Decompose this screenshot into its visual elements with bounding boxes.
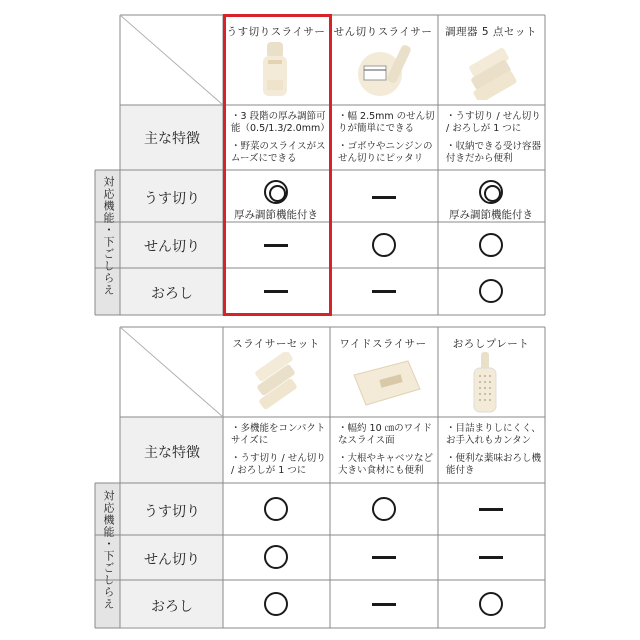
slicer-set-image xyxy=(250,352,310,414)
mark-note: 厚み調節機能付き xyxy=(449,209,533,221)
row-label: せん切り xyxy=(144,239,200,255)
wide-slicer-image xyxy=(350,355,422,413)
circle-mark xyxy=(264,592,288,616)
dash-mark xyxy=(479,556,503,559)
column-title: スライサーセット xyxy=(232,338,320,350)
side-label: 対応機能・下ごしらえ xyxy=(102,176,115,296)
dash-mark xyxy=(372,196,396,199)
row-label: おろし xyxy=(151,286,193,302)
circle-mark xyxy=(372,233,396,257)
column-title: ワイドスライサー xyxy=(339,338,427,350)
circle-mark xyxy=(479,233,503,257)
double-circle-mark xyxy=(479,180,503,204)
julienne-slicer-image xyxy=(350,40,420,100)
circle-mark xyxy=(372,497,396,521)
feature-text: ・幅約 10 ㎝のワイドなスライス面 ・大根やキャベツなど大きい食材にも便利 xyxy=(338,423,434,476)
feature-text: ・幅 2.5mm のせん切りが簡単にできる ・ゴボウやニンジンのせん切りにピッタリ xyxy=(338,111,435,164)
row-label: うす切り xyxy=(144,191,200,207)
column-title: うす切りスライサー xyxy=(226,26,326,38)
mark-note: 厚み調節機能付き xyxy=(234,209,318,221)
row-label: うす切り xyxy=(144,504,200,520)
circle-mark xyxy=(479,592,503,616)
feature-text: ・3 段階の厚み調節可能（0.5/1.3/2.0mm） ・野菜のスライスがスムーズにできる xyxy=(231,111,330,164)
dash-mark xyxy=(372,290,396,293)
feature-text: ・うす切り / せん切り / おろしが 1 つに ・収納できる受け容器付きだから便利 xyxy=(446,111,542,164)
highlight-frame xyxy=(223,14,332,316)
grater-plate-image xyxy=(470,350,500,414)
side-label: 対応機能・下ごしらえ xyxy=(102,490,115,610)
circle-mark xyxy=(264,545,288,569)
column-title: 調理器 5 点セット xyxy=(445,26,537,38)
dash-mark xyxy=(372,603,396,606)
circle-mark xyxy=(479,279,503,303)
column-title: せん切りスライサー xyxy=(333,26,433,38)
circle-mark xyxy=(264,497,288,521)
feature-row-label: 主な特徴 xyxy=(144,131,200,147)
feature-text: ・多機能をコンパクトサイズに ・うす切り / せん切り / おろしが 1 つに xyxy=(231,423,326,476)
dash-mark xyxy=(479,508,503,511)
dash-mark xyxy=(372,556,396,559)
row-label: せん切り xyxy=(144,552,200,568)
column-title: おろしプレート xyxy=(452,338,530,350)
feature-text: ・目詰まりしにくく、お手入れもカンタン ・便利な薬味おろし機能付き xyxy=(446,423,542,476)
row-label: おろし xyxy=(151,599,193,615)
five-piece-set-image xyxy=(465,40,525,100)
feature-row-label: 主な特徴 xyxy=(144,445,200,461)
